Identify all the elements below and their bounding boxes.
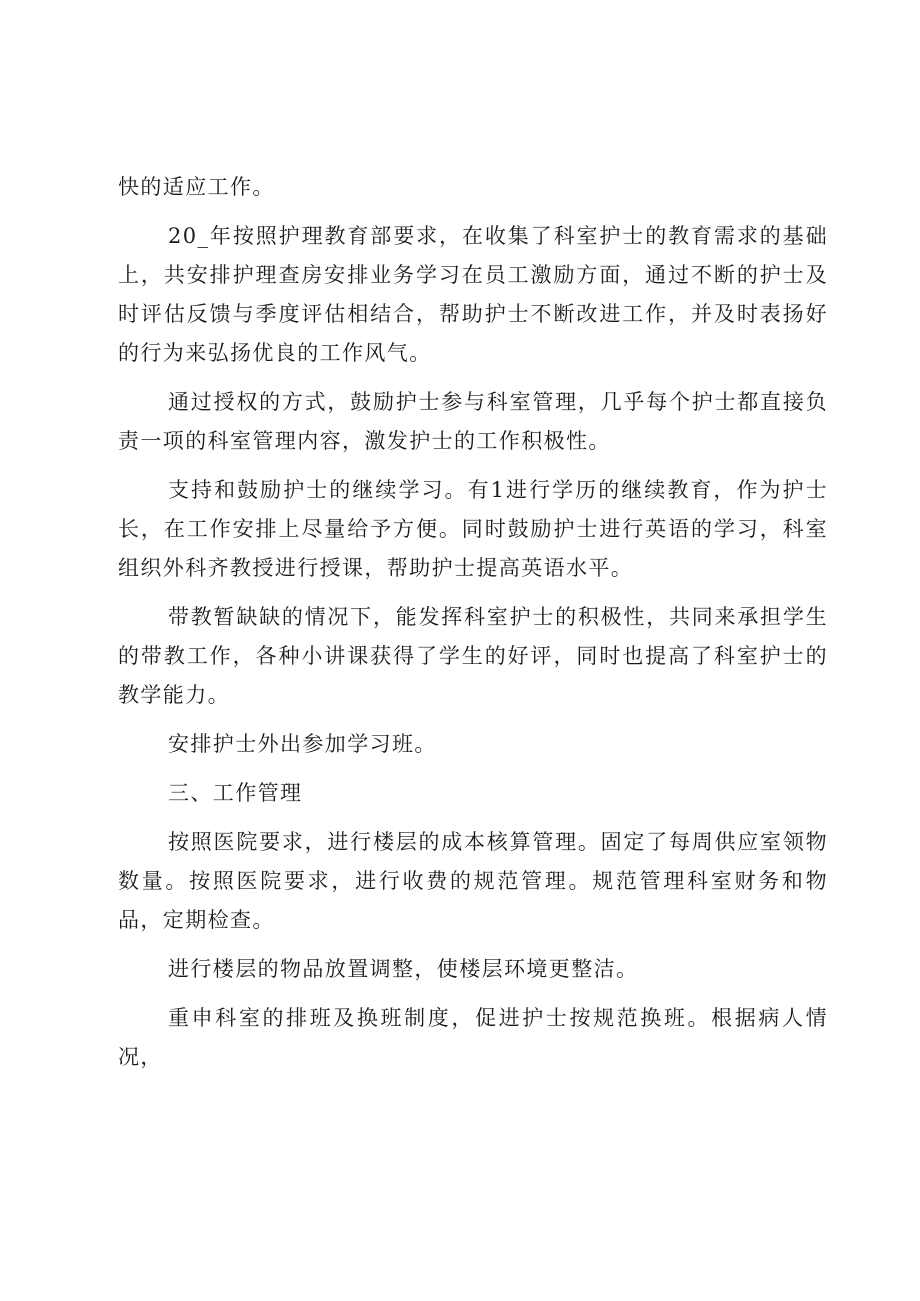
paragraph-cost-management: 按照医院要求，进行楼层的成本核算管理。固定了每周供应室领物数量。按照医院要求，进行收费的规范管理。规范管理科室财务和物品，定期检查。 — [118, 830, 828, 932]
paragraph-continuing-study: 支持和鼓励护士的继续学习。有1进行学历的继续教育，作为护士长，在工作安排上尽量给予方便。同时鼓励护士进行英语的学习，科室组织外科齐教授进行授课，帮助护士提高英语水平。 — [118, 478, 828, 580]
paragraph-teaching: 带教暂缺缺的情况下，能发挥科室护士的积极性，共同来承担学生的带教工作，各种小讲课获得了学生的好评，同时也提高了科室护士的教学能力。 — [118, 605, 828, 707]
paragraph-shift-system: 重申科室的排班及换班制度，促进护士按规范换班。根据病人情况， — [118, 1006, 828, 1069]
paragraph-education-plan: 20_年按照护理教育部要求，在收集了科室护士的教育需求的基础上，共安排护理查房安排业务学习在员工激励方面，通过不断的护士及时评估反馈与季度评估相结合，帮助护士不断改进工作，并及时表扬好的行为来弘扬优良的工作风气。 — [118, 224, 828, 365]
paragraph-floor-arrangement: 进行楼层的物品放置调整，使楼层环境更整洁。 — [168, 957, 639, 981]
paragraph-training-class: 安排护士外出参加学习班。 — [168, 732, 437, 756]
section-heading-work-management: 三、工作管理 — [168, 781, 303, 805]
paragraph-authorization: 通过授权的方式，鼓励护士参与科室管理，几乎每个护士都直接负责一项的科室管理内容，激发护士的工作积极性。 — [118, 390, 828, 453]
paragraph-continuation: 快的适应工作。 — [118, 175, 275, 199]
document-body — [118, 168, 828, 1077]
